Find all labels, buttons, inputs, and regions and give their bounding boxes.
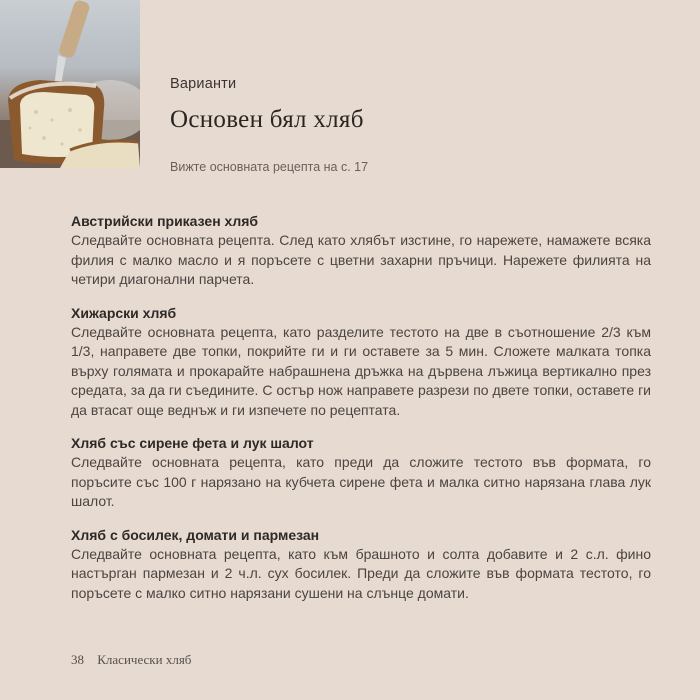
page-footer <box>71 652 191 668</box>
bread-loaf-image <box>0 0 140 168</box>
recipe-reference: Вижте основната рецепта на с. 17 <box>170 160 369 174</box>
variant-text: Следвайте основната рецепта, като към брашното и солта добавите и 2 с.л. фино настърган пармезан и 2 ч.л. сух босилек. Преди да сложите във формата тестото, го поръсете с малко ситно нарязани сушени на слънце домати. <box>71 545 651 601</box>
variant-hut <box>71 304 651 421</box>
variant-title: Хляб с босилек, домати и пармезан <box>71 526 320 543</box>
page-title: Основен бял хляб <box>170 106 364 133</box>
variant-feta <box>71 434 651 512</box>
page-number: 38 <box>71 652 84 667</box>
variant-text: Следвайте основната рецепта. След като хлябът изстине, го нарежете, намажете всяка филия с малко масло и я поръсете с цветни захарни пръчици. Нарежете филията на четири диагонални парчета. <box>71 232 651 287</box>
variant-austrian <box>71 212 651 290</box>
page-header <box>170 76 660 174</box>
bread-photo <box>0 0 140 168</box>
variant-text: Следвайте основната рецепта, като преди да сложите тестото във формата, го поръсите със 100 г нарязано на кубчета сирене фета и малка ситно нарязана глава лук шалот. <box>71 454 651 509</box>
variant-title: Австрийски приказен хляб <box>71 213 259 229</box>
variant-text: Следвайте основната рецепта, като разделите тестото на две в съотношение 2/3 към 1/3, направете две топки, покрийте ги и ги оставете за 5 мин. Сложете малката топка върху голямата и прокарайте набрашнена дръжка на дървена лъжица вертикално през средата, за да ги съедините. С остър нож направете разрези по двете топки, оставете ги да втасат още веднъж и ги изпечете по рецептата. <box>71 323 651 418</box>
section-label: Варианти <box>170 76 237 92</box>
variant-title: Хижарски хляб <box>71 304 177 321</box>
chapter-title: Класически хляб <box>97 652 192 667</box>
variant-title: Хляб със сирене фета и лук шалот <box>71 435 314 451</box>
variants-list <box>71 212 651 617</box>
variant-basil <box>71 526 651 604</box>
